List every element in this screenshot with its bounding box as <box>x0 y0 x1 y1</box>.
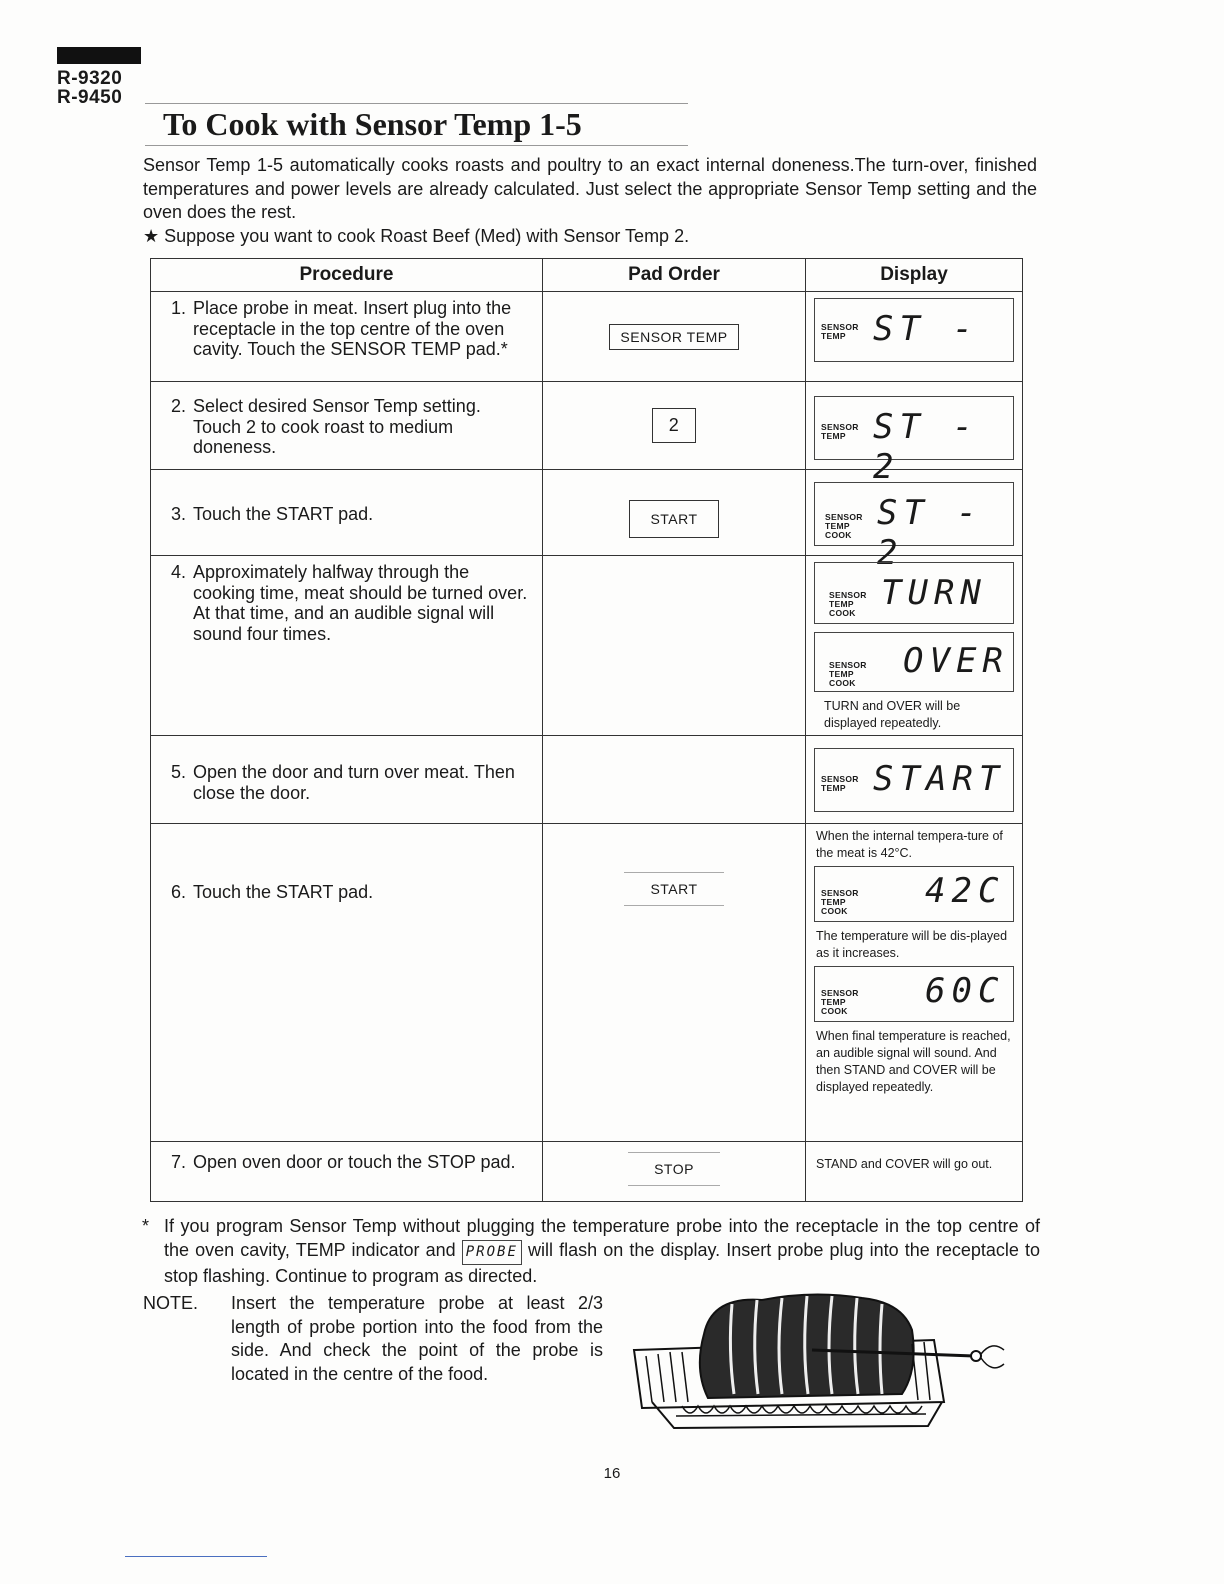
pan-rim <box>676 1414 926 1416</box>
display-panel <box>814 966 1014 1022</box>
header-procedure: Procedure <box>151 259 543 292</box>
table-row <box>151 292 1023 382</box>
procedure-table <box>150 258 1023 1202</box>
stop-pad: STOP <box>628 1152 720 1186</box>
step-2-procedure <box>151 382 543 470</box>
sensor-temp-pad: SENSOR TEMP <box>609 324 738 350</box>
display-note: TURN and OVER will be displayed repeatedly. <box>824 699 961 730</box>
display-indicator: SENSOR TEMP COOK <box>829 590 867 618</box>
display-readout: OVER <box>903 641 1009 681</box>
display-note: When final temperature is reached, an audible signal will sound. And then STAND and COVER will be displayed repeatedly. <box>816 1029 1011 1094</box>
display-indicator: SENSOR TEMP <box>821 322 859 341</box>
note <box>143 1292 603 1386</box>
display-note: STAND and COVER will go out. <box>816 1157 993 1171</box>
step-number: 6. <box>171 882 187 902</box>
step-2-display <box>806 382 1023 487</box>
footnote-text-1: If you program Sensor Temp without plugging the temperature probe into the receptacle in the top centre of the oven cavity, TEMP indicator and <box>164 1216 1040 1260</box>
display-readout: ST - <box>873 309 979 349</box>
step-7-procedure <box>151 1142 543 1202</box>
table-row <box>151 382 1023 470</box>
page-number: 16 <box>603 1465 621 1482</box>
probe-cord <box>981 1346 1004 1354</box>
display-panel <box>814 482 1014 573</box>
step-3-pad <box>543 470 806 556</box>
step-5-procedure <box>151 736 543 824</box>
step-number: 5. <box>171 762 187 782</box>
table-row <box>151 824 1023 1142</box>
display-readout: ST - 2 <box>873 407 979 487</box>
model-number-2: R-9450 <box>57 87 123 108</box>
step-text: Open the door and turn over meat. Then close the door. <box>193 762 515 803</box>
display-indicator: SENSOR TEMP COOK <box>829 660 867 688</box>
footnote <box>140 1215 1040 1289</box>
display-indicator: SENSOR TEMP COOK <box>821 888 859 916</box>
page-footer-line <box>125 1556 267 1557</box>
step-1-display <box>806 292 1023 382</box>
probe-display: PROBE <box>462 1240 522 1266</box>
intro-example: ★ Suppose you want to cook Roast Beef (Med) with Sensor Temp 2. <box>143 225 690 246</box>
page-title: To Cook with Sensor Temp 1-5 <box>145 103 688 146</box>
start-pad: START <box>624 872 723 906</box>
step-4-procedure <box>151 556 543 736</box>
step-3-procedure <box>151 470 543 556</box>
step-number: 1. <box>171 298 187 318</box>
display-indicator: SENSOR TEMP COOK <box>825 512 863 540</box>
display-panel <box>814 562 1014 624</box>
step-text: Touch the START pad. <box>193 504 374 524</box>
step-4-pad <box>543 556 806 736</box>
step-6-procedure <box>151 824 543 1142</box>
display-indicator: SENSOR TEMP <box>821 422 859 441</box>
step-text: Approximately halfway through the cooking time, meat should be turned over. At that time, and an audible signal will sound four times. <box>193 562 528 644</box>
table-row <box>151 736 1023 824</box>
display-readout: START <box>873 759 1006 799</box>
step-1-procedure <box>151 292 543 382</box>
display-readout: ST - 2 <box>877 493 983 573</box>
header-display: Display <box>806 259 1023 292</box>
header-black-bar <box>57 47 141 64</box>
display-readout: 42C <box>925 871 1005 911</box>
display-panel <box>814 396 1014 487</box>
roast-probe-illustration <box>612 1290 1012 1440</box>
model-number-1: R-9320 <box>57 68 123 89</box>
probe-cord <box>981 1358 1004 1368</box>
display-panel <box>814 298 1014 362</box>
note-text: Insert the temperature probe at least 2/3 length of probe portion into the food from the side. And check the point of the probe is located in the centre of the food. <box>231 1293 603 1384</box>
footnote-text-2: will flash on the display. Insert probe plug into the receptacle to stop flashing. Continue to program as directed. <box>164 1239 1040 1286</box>
display-readout: 60C <box>925 971 1005 1011</box>
step-text: Open oven door or touch the STOP pad. <box>193 1152 516 1172</box>
start-pad: START <box>629 500 718 538</box>
header-pad-order: Pad Order <box>543 259 806 292</box>
number-2-pad: 2 <box>652 408 697 443</box>
step-number: 4. <box>171 562 187 582</box>
step-text: Touch the START pad. <box>193 882 374 902</box>
step-1-pad <box>543 292 806 382</box>
intro-paragraph: Sensor Temp 1-5 automatically cooks roasts and poultry to an exact internal doneness.The turn-over, finished temperatures and power levels are already calculated. Just select the appropriate Sensor Temp setting and the oven does the rest. <box>143 155 1037 222</box>
step-5-display <box>806 736 1023 824</box>
footnote-star: * <box>142 1216 150 1236</box>
display-indicator: SENSOR TEMP COOK <box>821 988 859 1016</box>
table-row <box>151 1142 1023 1202</box>
step-number: 7. <box>171 1152 187 1172</box>
display-panel <box>814 748 1014 812</box>
step-7-pad <box>543 1142 806 1202</box>
note-label: NOTE. <box>143 1293 199 1313</box>
step-7-display <box>806 1142 1023 1202</box>
intro <box>143 154 1037 248</box>
step-text: Place probe in meat. Insert plug into the receptacle in the top centre of the oven cavity. Touch the SENSOR TEMP pad.* <box>193 298 512 359</box>
display-note: The temperature will be dis-played as it increases. <box>816 929 1008 960</box>
step-number: 2. <box>171 396 187 416</box>
step-5-pad <box>543 736 806 824</box>
step-text: Select desired Sensor Temp setting. Touch 2 to cook roast to medium doneness. <box>193 396 481 457</box>
step-number: 3. <box>171 504 187 524</box>
step-3-display <box>806 470 1023 573</box>
display-readout: TURN <box>881 573 987 613</box>
table-row <box>151 470 1023 556</box>
step-4-display <box>806 556 1023 736</box>
table-header-row <box>151 259 1023 292</box>
step-2-pad <box>543 382 806 470</box>
step-6-display <box>806 824 1023 1142</box>
display-panel <box>814 632 1014 692</box>
display-indicator: SENSOR TEMP <box>821 774 859 793</box>
display-note: When the internal tempera-ture of the meat is 42°C. <box>816 829 1003 860</box>
probe-handle <box>971 1351 981 1361</box>
display-panel <box>814 866 1014 922</box>
table-row <box>151 556 1023 736</box>
step-6-pad <box>543 824 806 1142</box>
